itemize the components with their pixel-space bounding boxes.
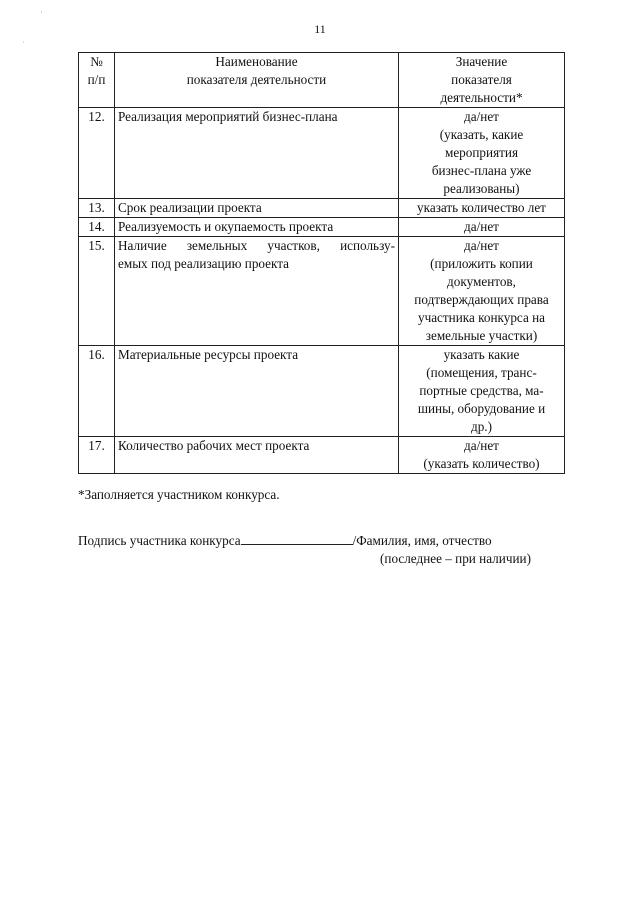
row-value-line: шины, оборудование и [417,401,546,416]
header-name-line: показателя деятельности [186,72,327,87]
row-value-line: (помещения, транс- [426,365,537,380]
footnote: *Заполняется участником конкурса. [78,487,280,502]
scan-mark: · [40,7,43,17]
signature-name-note: (последнее – при наличии) [380,551,531,566]
row-name-line: Срок реализации проекта [118,200,262,215]
header-num [79,53,115,108]
table-row [79,346,565,437]
row-value-line: (указать, какие [439,127,524,142]
row-number: 12. [79,108,115,199]
row-name-line: емых под реализацию проекта [118,256,290,271]
row-indicator-name [115,437,399,474]
header-name [115,53,399,108]
table-row [79,218,565,237]
signature-blank-line [241,530,353,545]
row-name-line: Количество рабочих мест проекта [118,438,310,453]
row-indicator-value [399,437,565,474]
row-value-line: да/нет [464,238,499,253]
signature-row [78,530,492,550]
header-value-line: показателя [451,72,512,87]
row-indicator-value [399,199,565,218]
table-header-row [79,53,565,108]
header-value-line: деятельности* [440,90,523,105]
scan-mark-2: · [22,37,25,47]
row-indicator-name [115,237,399,346]
row-name-line: Наличие земельных участков, использу- [118,238,395,253]
table-row [79,108,565,199]
signature-name-field: /Фамилия, имя, отчество [352,533,492,548]
row-value-line: да/нет [464,438,499,453]
header-value [399,53,565,108]
row-value-line: (указать количество) [423,456,540,471]
row-value-line: земельные участки) [425,328,538,343]
header-name-line: Наименование [215,54,298,69]
row-value-line: (приложить копии [430,256,533,271]
row-value-line: да/нет [464,109,499,124]
table-row [79,199,565,218]
page-number: 11 [314,22,326,36]
row-number: 15. [79,237,115,346]
row-indicator-name [115,108,399,199]
table-row [79,237,565,346]
row-number: 13. [79,199,115,218]
row-number: 17. [79,437,115,474]
header-num-line: № [90,54,103,69]
table-row [79,437,565,474]
row-indicator-value [399,218,565,237]
signature-label: Подпись участника конкурса [78,533,241,548]
row-indicator-value [399,237,565,346]
row-name-line: Материальные ресурсы проекта [118,347,299,362]
header-num-line: п/п [87,72,106,87]
row-value-line: да/нет [464,219,499,234]
row-name-line: Реализация мероприятий бизнес-плана [118,109,338,124]
row-value-line: документов, [447,274,516,289]
row-value-line: др.) [471,419,492,434]
indicators-table [78,52,565,474]
row-name-line: Реализуемость и окупаемость проекта [118,219,334,234]
row-value-line: портные средства, ма- [419,383,544,398]
row-value-line: бизнес-плана уже [431,163,532,178]
row-indicator-value [399,346,565,437]
row-value-line: указать какие [443,347,520,362]
row-indicator-name [115,218,399,237]
header-value-line: Значение [455,54,508,69]
row-value-line: мероприятия [444,145,519,160]
row-number: 14. [79,218,115,237]
row-indicator-value [399,108,565,199]
row-number: 16. [79,346,115,437]
row-value-line: подтверждающих права [414,292,549,307]
row-value-line: участника конкурса на [417,310,546,325]
row-indicator-name [115,199,399,218]
row-value-line: реализованы) [443,181,520,196]
row-indicator-name [115,346,399,437]
row-value-line: указать количество лет [417,200,546,215]
